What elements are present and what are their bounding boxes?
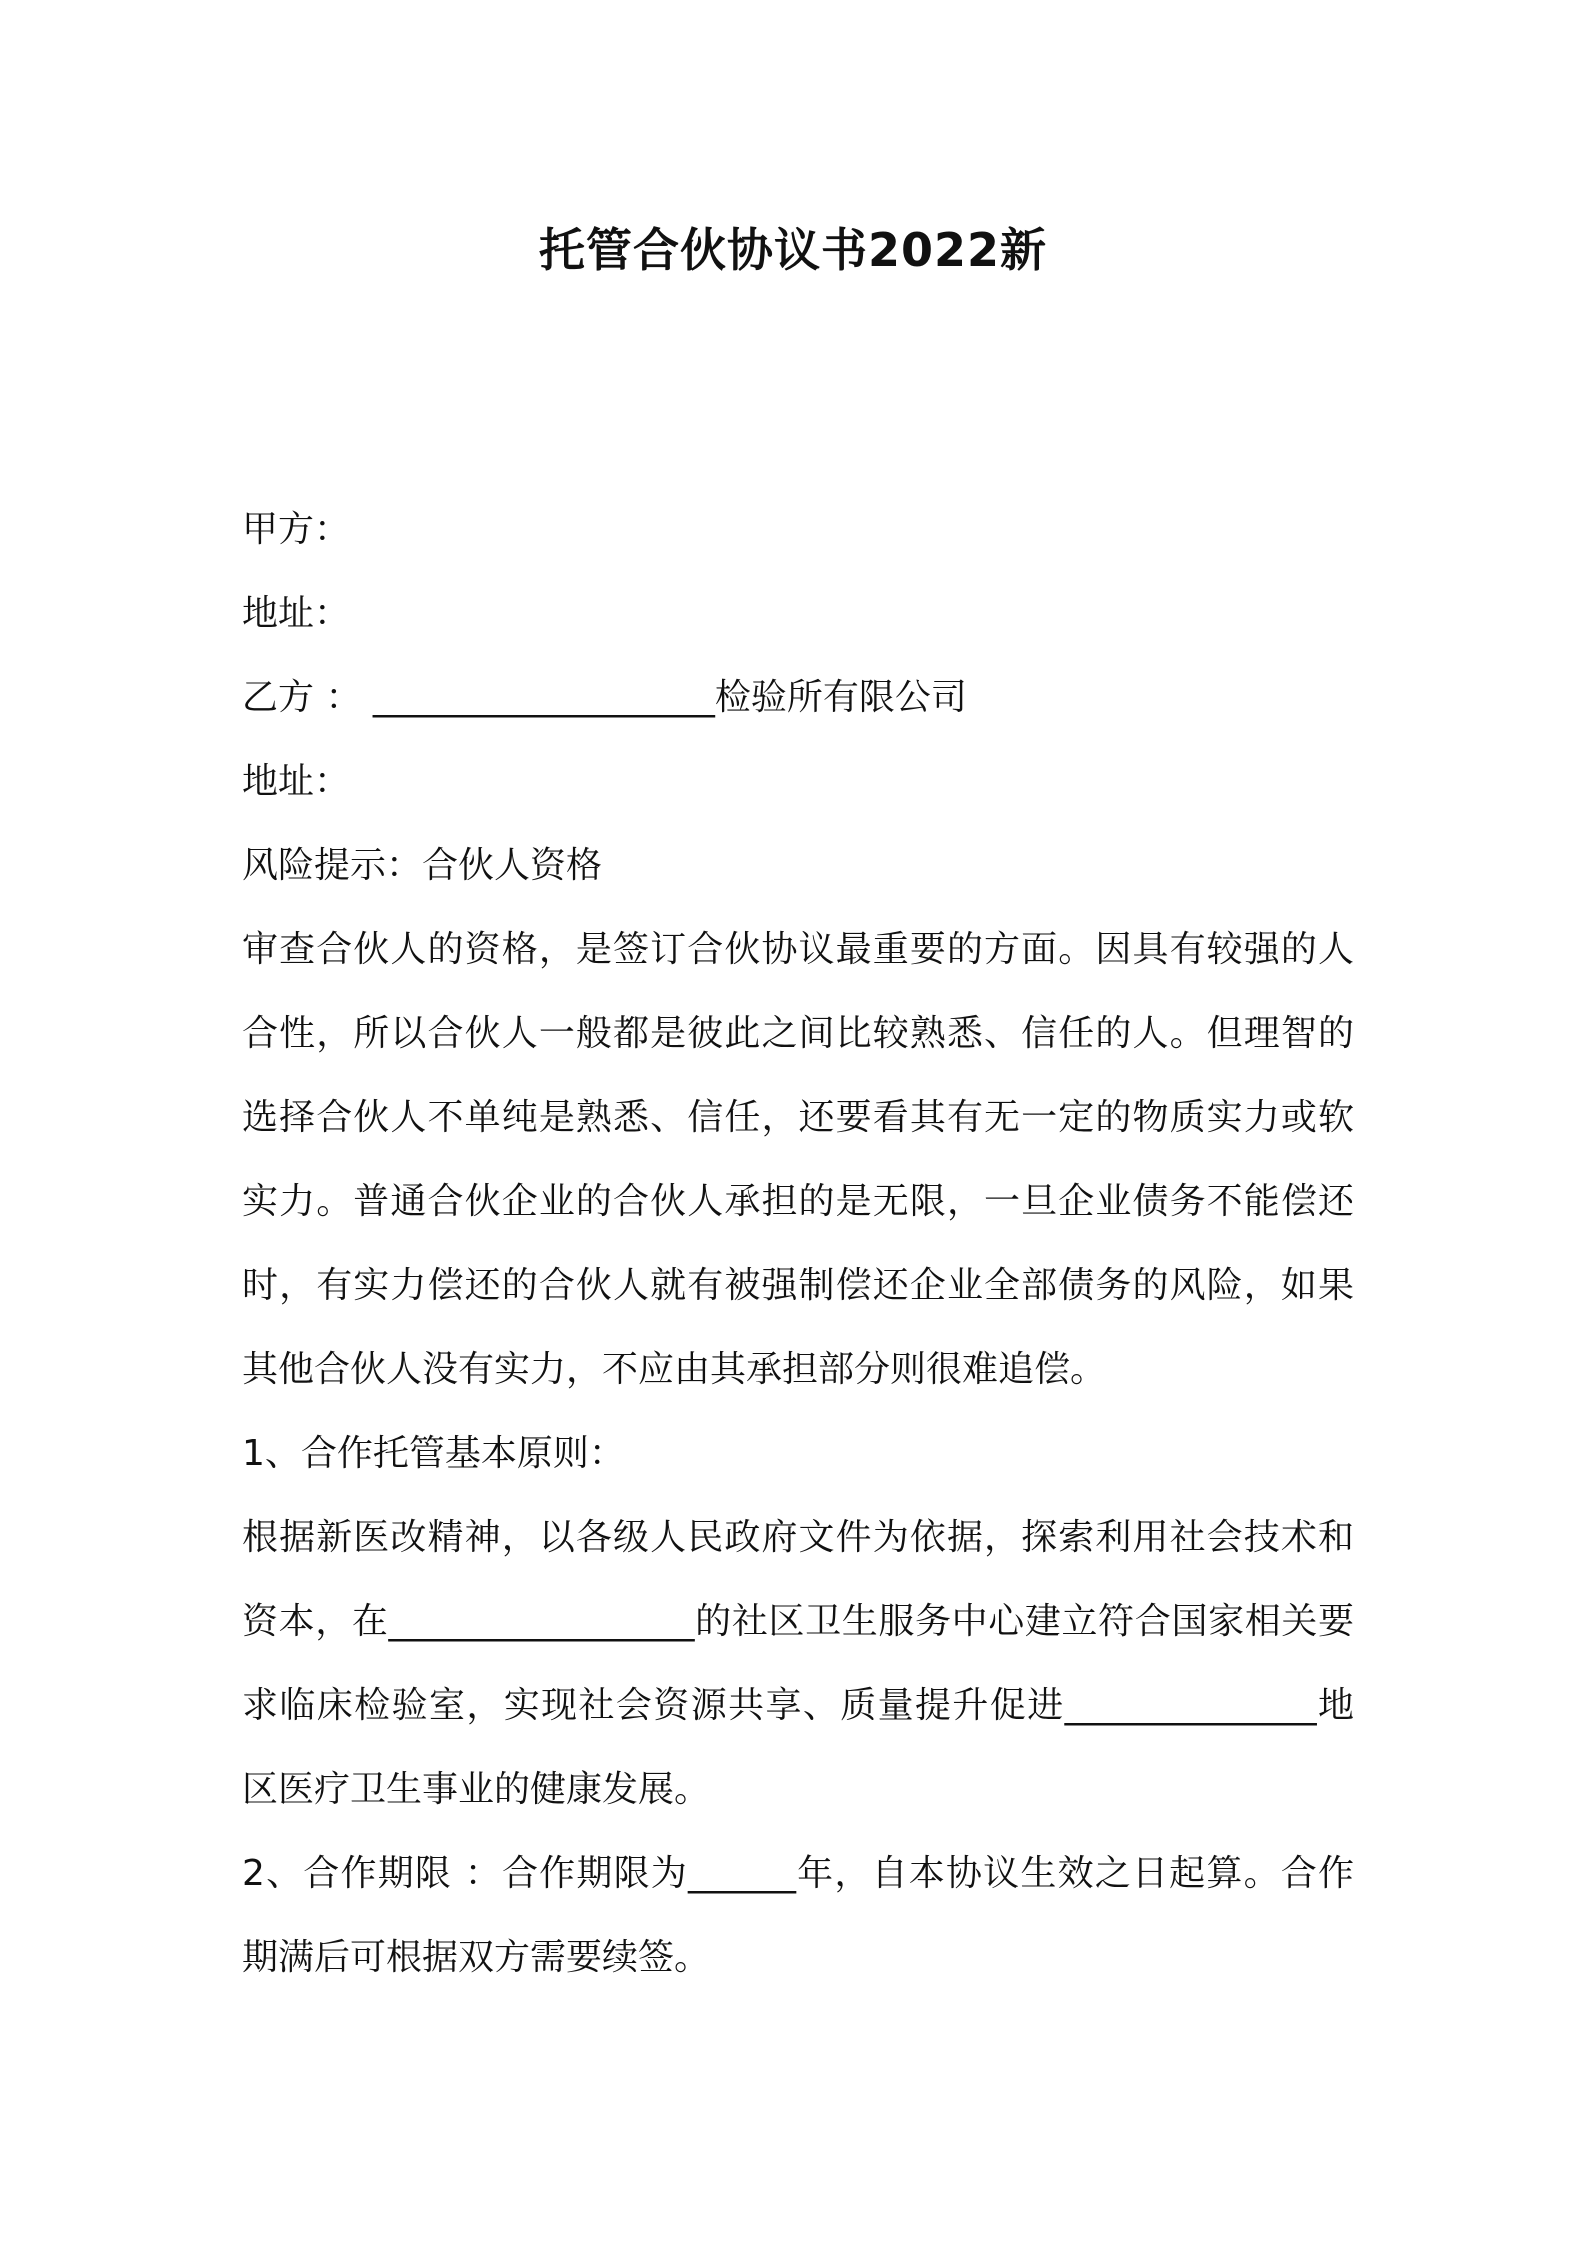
section-2-paragraph: 2、合作期限 ：合作期限为______年，自本协议生效之日起算。合作期满后可根据双方需要续签。 [242, 1853, 1354, 1978]
section-1-paragraph: 根据新医改精神，以各级人民政府文件为依据，探索利用社会技术和资本，在_________________的社区卫生服务中心建立符合国家相关要求临床检验室，实现社会资源共享、质量提升促进______________地区医疗卫生事业的健康发展。 [242, 1517, 1354, 1810]
document-title: 托管合伙协议书2022新 [538, 223, 1048, 277]
party-a-address-label: 地址： [242, 593, 351, 634]
document-body [242, 488, 1354, 2000]
section-1-heading: 1、合作托管基本原则： [242, 1433, 625, 1474]
risk-heading: 风险提示：合伙人资格 [242, 845, 603, 886]
risk-paragraph: 审查合伙人的资格，是签订合伙协议最重要的方面。因具有较强的人合性，所以合伙人一般都是彼此之间比较熟悉、信任的人。但理智的选择合伙人不单纯是熟悉、信任，还要看其有无一定的物质实力或软实力。普通合伙企业的合伙人承担的是无限，一旦企业债务不能偿还时，有实力偿还的合伙人就有被强制偿还企业全部债务的风险，如果其他合伙人没有实力，不应由其承担部分则很难追偿。 [242, 929, 1354, 1390]
party-b-address-label: 地址： [242, 761, 351, 802]
party-b-line: 乙方 ： ___________________检验所有限公司 [242, 677, 967, 718]
party-a-label: 甲方： [242, 509, 351, 550]
